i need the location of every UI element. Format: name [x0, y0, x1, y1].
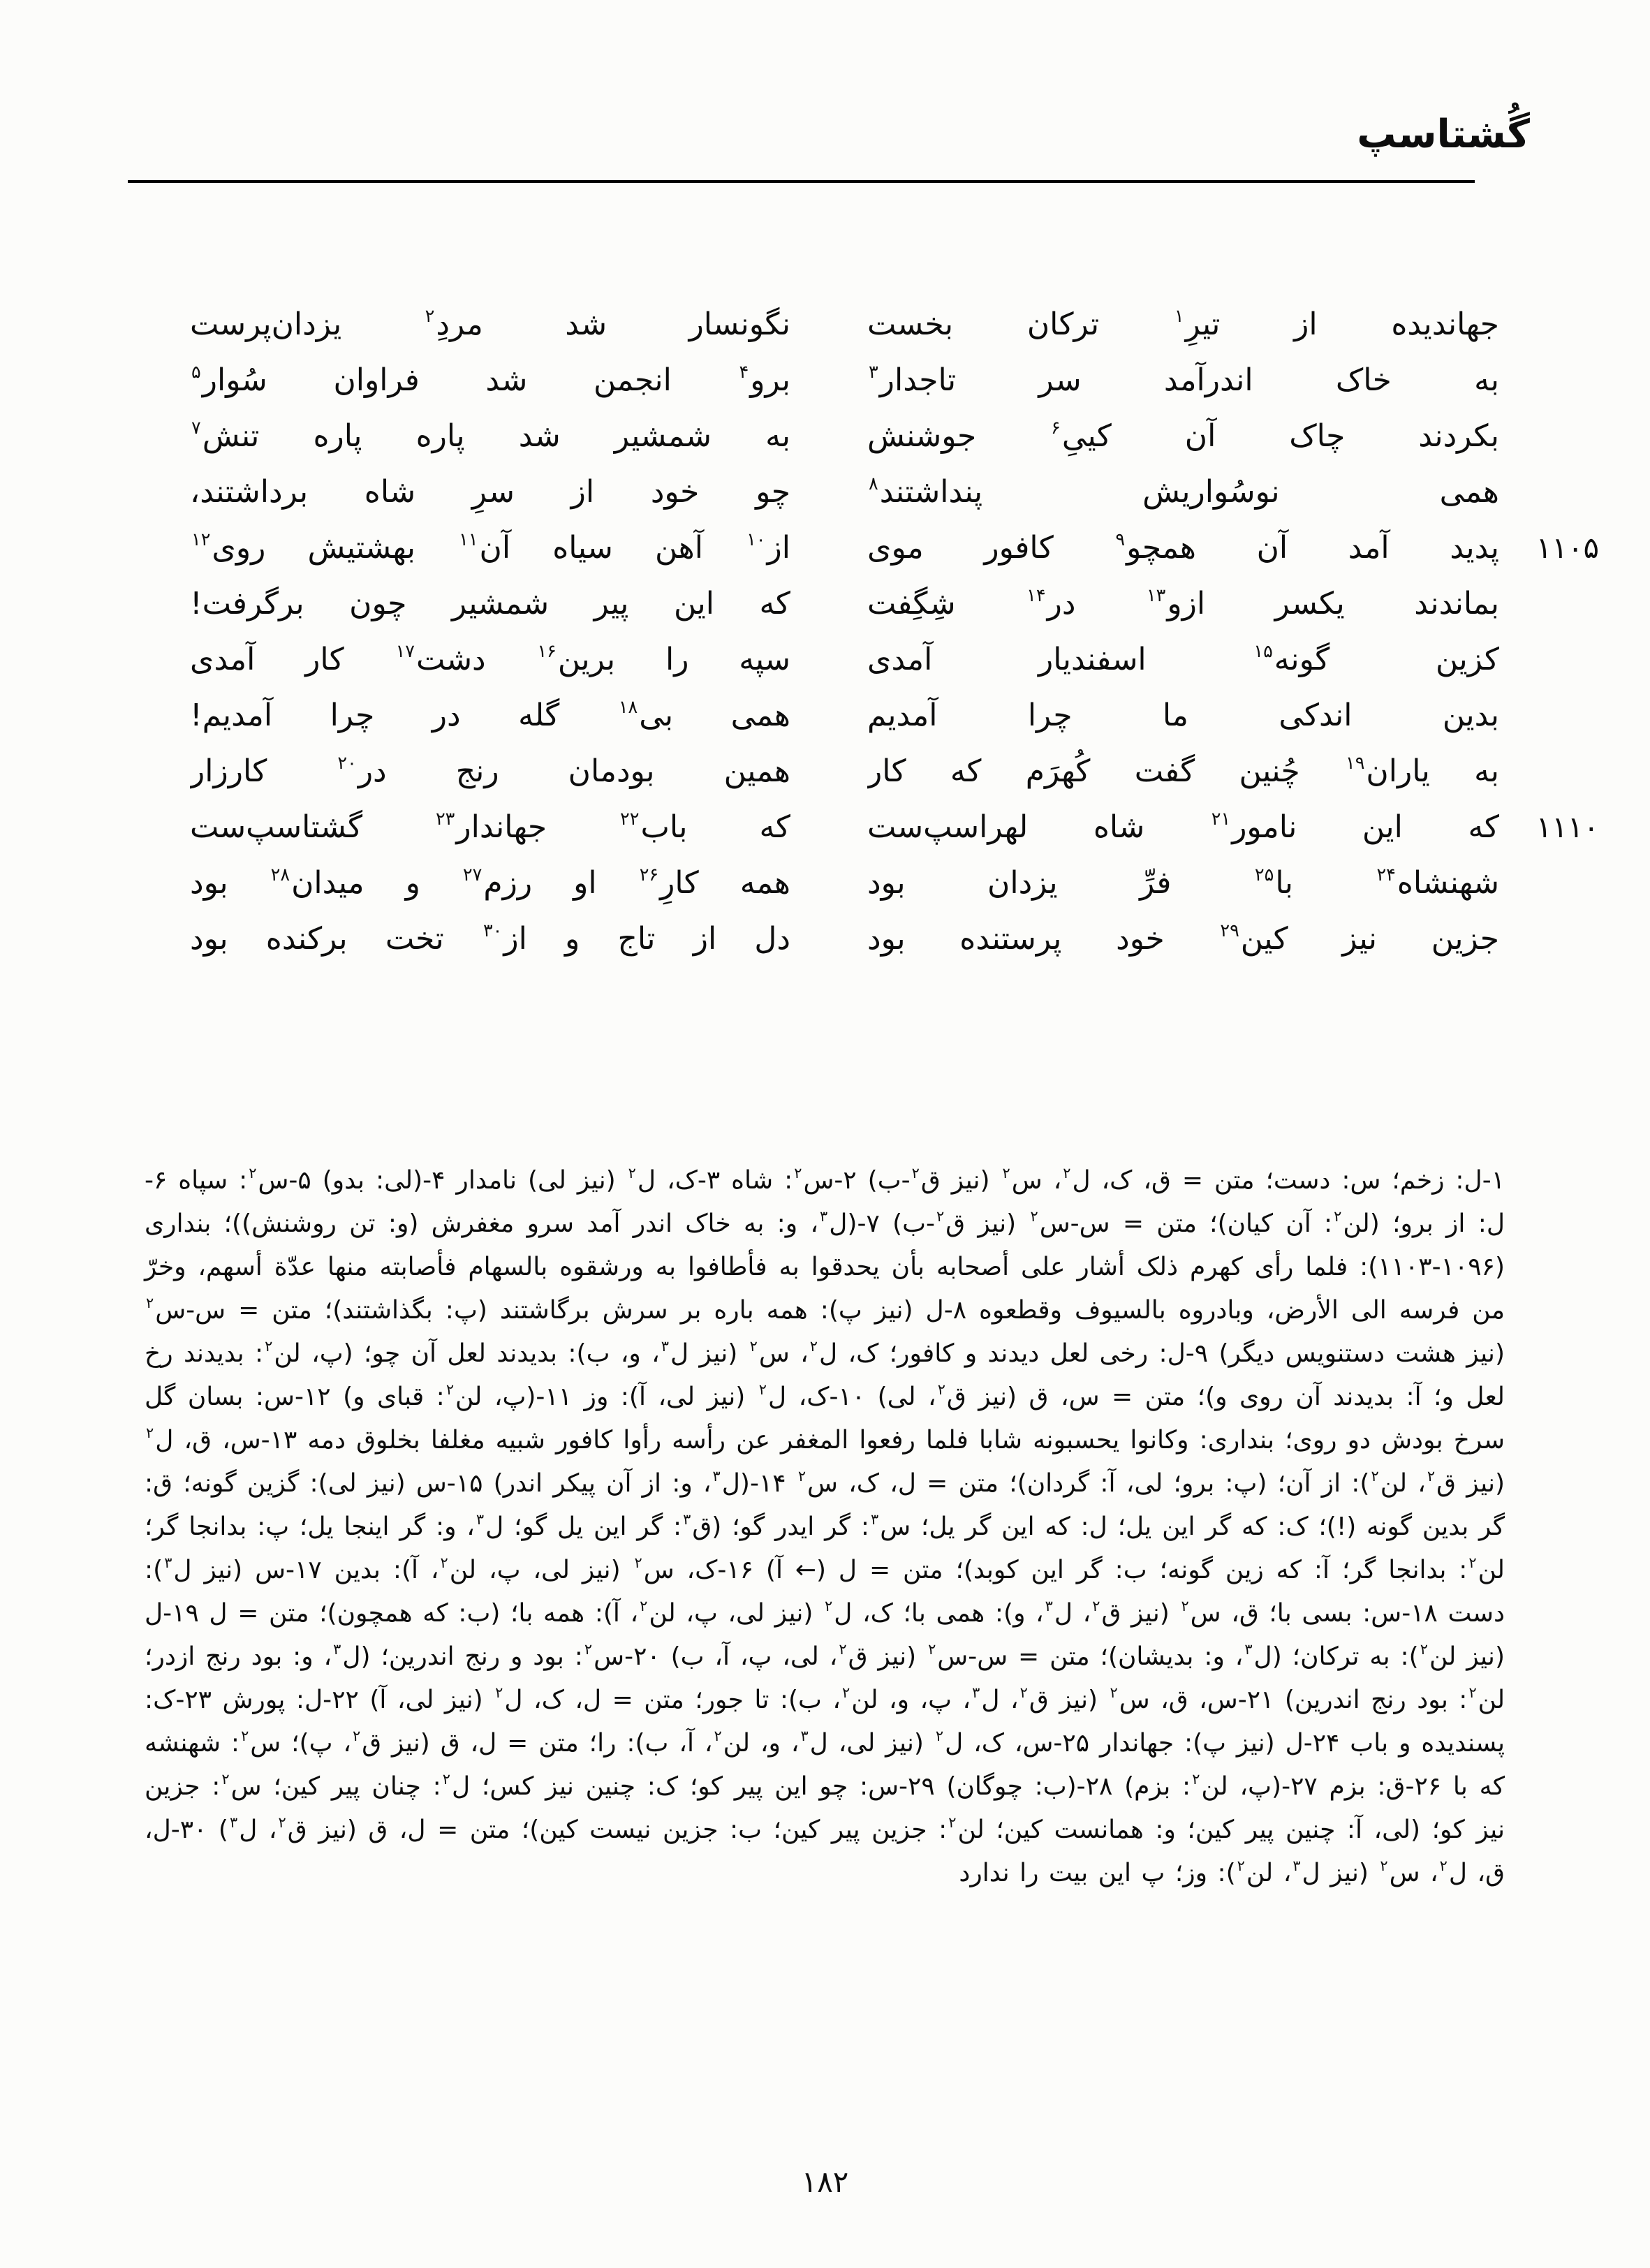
footnote-marker: ۱۹ [1346, 753, 1365, 774]
footnote-marker: ۲ [1181, 1598, 1189, 1614]
verse-number [1510, 498, 1599, 502]
footnote-marker: ۳ [869, 362, 878, 383]
verse-line [190, 299, 1599, 355]
footnote-marker: ۲ [749, 1338, 758, 1355]
footnote-marker: ۱۱ [459, 529, 478, 551]
footnote-marker: ۲۲ [620, 809, 640, 830]
critical-apparatus [145, 1159, 1505, 1895]
footnote-marker: ۲ [440, 1554, 448, 1571]
footnote-marker: ۲ [825, 1598, 833, 1614]
footnote-marker: ۲ [794, 1165, 802, 1181]
footnote-marker: ۲ [839, 1641, 847, 1658]
footnote-marker: ۲ [445, 1381, 455, 1398]
hemistich-right: بماندند یکسر ازو$^{۱۳}$ در$^{۱۴}$ شِگِفت [867, 585, 1499, 621]
verse-line [190, 578, 1599, 634]
footnote-marker: ۲ [1192, 1771, 1200, 1788]
footnote-marker: ۴ [739, 362, 749, 383]
footnote-marker: ۲ [1371, 1468, 1379, 1485]
footnote-marker: ۳ [683, 1511, 691, 1528]
footnote-marker: ۲ [221, 1771, 230, 1788]
hemistich-left: همه کارِ$^{۲۶}$ او رزم$^{۲۷}$ و میدان$^{۲۸}$ بود [190, 864, 790, 901]
hemistich-left: به شمشیر شد پاره پاره تنش$^۷$ [191, 418, 790, 454]
verse-line [190, 522, 1599, 578]
hemistich-left: که این پیر شمشیر چون برگرفت! [190, 586, 790, 621]
verse-number: ۱۱۱۰ [1535, 810, 1599, 844]
footnote-marker: ۳ [972, 1684, 980, 1701]
hemistich-right: جهاندیده از تیرِ$^۱$ ترکان بخست [867, 306, 1499, 342]
page-number: ۱۸۲ [801, 2165, 849, 2199]
footnote-marker: ۳ [712, 1468, 721, 1485]
apparatus-text: ۱-ل: زخم؛ س: دست؛ متن = ق، ک، ل$^۲$، س$^۲$ (نیز ق$^۲$-ب) ۲-س$^۲$: شاه ۳-ک، ل$^۲$ (نیز لی) نامدار ۴-(لی: بدو) ۵-س$^۲$: سپاه ۶-ل: از برو؛ (لن$^۲$: آن کیان)؛ متن = س-س$^۲$ (نیز ق$^۲$-ب) ۷-(ل$^۳$، و: به خاک اندر آمد سرو مغفرش (و: تن روشنش))؛ بنداری (۱۰۹۶-۱۱۰۳): فلما رأی کهرم ذلک أشار علی أصحابه بأن یحدقوا به فأطافوا به ورشقوه بالسهام فأصابته منها عدّة أسهم، وخرّ من فرسه الی الأرض، وبادروه بالسیوف وقطعوه ۸-ل (نیز پ): همه باره بر سرش برگاشتند (پ: بگذاشتند)؛ متن = س-س$^۲$ (نیز هشت دستنویس دیگر) ۹-ل: رخی لعل دیدند و کافور؛ ک، ل$^۲$، س$^۲$ (نیز ل$^۳$، و، ب): بدیدند لعل آن چو؛ (پ، لن$^۲$: بدیدند رخ لعل و؛ آ: بدیدند آن روی و)؛ متن = س، ق (نیز ق$^۲$، لی) ۱۰-ک، ل$^۲$ (نیز لی، آ): وز ۱۱-(پ، لن$^۲$: قبای و) ۱۲-س: بسان گل سرخ بودش دو روی؛ بنداری: وکانوا یحسبونه شابا فلما رفعوا المغفر عن رأسه رأوا کافور شبیه مغلفا بخلوق دمه ۱۳-س، ق، ل$^۲$ (نیز ق$^۲$، لن$^۲$): از آن؛ (پ: برو؛ لی، آ: گردان)؛ متن = ل، ک، س$^۲$ ۱۴-(ل$^۳$، و: از آن پیکر اندر) ۱۵-س (نیز لی): گزین گونه؛ ق: گر بدین گونه (!)؛ ک: که گر این یل؛ ل: که این گر یل؛ س$^۳$: گر ایدر گو؛ (ق$^۳$: گر این یل گو؛ ل$^۳$، و: گر اینجا یل؛ پ: بدانجا گر؛ لن$^۲$: بدانجا گر؛ آ: که زین گونه؛ ب: گر این کوبد)؛ متن = ل (← آ) ۱۶-ک، س$^۲$ (نیز لی، پ، لن$^۲$، آ): بدین ۱۷-س (نیز ل$^۳$): دست ۱۸-س: بسی با؛ ق، س$^۲$ (نیز ق$^۲$، ل$^۳$، و): همی با؛ ک، ل$^۲$ (نیز لی، پ، لن$^۲$، آ): همه با؛ (ب: که همچون)؛ متن = ل ۱۹-ل (نیز لن$^۲$): به ترکان؛ (ل$^۳$، و: بدیشان)؛ متن = س-س$^۲$ (نیز ق$^۲$، لی، پ، آ، ب) ۲۰-س$^۲$: بود و رنج اندرین؛ (ل$^۳$، و: بود رنج ازدر؛ لن$^۲$: بود رنج اندرین) ۲۱-س، ق، س$^۲$ (نیز ق$^۲$، ل$^۳$، پ، و، لن$^۲$، ب): تا جور؛ متن = ل، ک، ل$^۲$ (نیز لی، آ) ۲۲-ل: پورش ۲۳-ک: پسندیده و باب ۲۴-ل (نیز پ): جهاندار ۲۵-س، ک، ل$^۲$ (نیز لی، ل$^۳$، و، لن$^۲$، آ، ب): را؛ متن = ل، ق (نیز ق$^۲$، پ)؛ س$^۲$: شهنشه که با ۲۶-ق: بزم ۲۷-(پ، لن$^۲$: بزم) ۲۸-(ب: چوگان) ۲۹-س: چو این پیر کو؛ ک: چنین نیز کس؛ ل$^۲$: چنان پیر کین؛ س$^۲$: جزین نیز کو؛ (لی، آ: چنین پیر کین؛ و: همانست کین؛ لن$^۲$: جزین پیر کین؛ ب: جزین نیست کین)؛ متن = ل، ق (نیز ق$^۲$، ل$^۳$) ۳۰-ل، ق، ل$^۲$، س$^۲$ (نیز ل$^۳$، لن$^۲$): وز؛ پ این بیت را ندارد [145, 1165, 1505, 1887]
footnote-marker: ۲ [1468, 1684, 1477, 1701]
footnote-marker: ۳ [800, 1728, 809, 1744]
footnote-marker: ۲ [1092, 1598, 1100, 1614]
footnote-marker: ۳ [661, 1338, 669, 1355]
footnote-marker: ۱۳ [1146, 585, 1166, 607]
footnote-marker: ۲۰ [337, 753, 357, 774]
hemistich-right: که این نامور$^{۲۱}$ شاه لهراسپ‌ست [867, 809, 1499, 845]
footnote-marker: ۲ [1237, 1857, 1245, 1874]
verse-line [190, 634, 1599, 690]
footnote-marker: ۸ [869, 473, 878, 495]
footnote-marker: ۲ [714, 1728, 722, 1744]
footnote-marker: ۲ [1439, 1857, 1448, 1874]
footnote-marker: ۹ [1115, 529, 1126, 551]
verse-line [190, 355, 1599, 411]
footnote-marker: ۲ [937, 1381, 945, 1398]
verse-number: ۱۱۰۵ [1535, 531, 1599, 565]
footnote-marker: ۲ [1334, 1208, 1342, 1225]
verse-number [1510, 330, 1599, 334]
footnote-marker: ۳ [1244, 1641, 1253, 1658]
footnote-marker: ۲ [353, 1728, 361, 1744]
hemistich-left: چو خود از سرِ شاه برداشتند، [190, 474, 790, 510]
footnote-marker: ۲ [265, 1338, 273, 1355]
footnote-marker: ۲ [442, 1771, 451, 1788]
footnote-marker: ۲ [146, 1424, 154, 1441]
hemistich-right: همی نوسُواریش پنداشتند$^۸$ [869, 473, 1499, 510]
footnote-marker: ۱ [1174, 306, 1184, 327]
footnote-marker: ۳ [333, 1641, 341, 1658]
footnote-marker: ۳ [1045, 1598, 1053, 1614]
footnote-marker: ۱۴ [1026, 585, 1046, 607]
hemistich-right: پدید آمد آن همچو$^۹$ کافور موی [867, 529, 1499, 566]
footnote-marker: ۳۰ [483, 920, 503, 942]
hemistich-left: همین بودمان رنج در$^{۲۰}$ کارزار [190, 753, 790, 789]
footnote-marker: ۲ [1063, 1165, 1071, 1181]
footnote-marker: ۲ [1002, 1165, 1010, 1181]
footnote-marker: ۷ [191, 418, 201, 439]
hemistich-right: کزین گونه$^{۱۵}$ اسفندیار آمدی [867, 641, 1499, 677]
footnote-marker: ۲ [1019, 1684, 1028, 1701]
verse-number [1510, 889, 1599, 893]
page-title: گُشتاسپ [1357, 112, 1530, 157]
footnote-marker: ۲ [1468, 1554, 1477, 1571]
hemistich-right: بدین اندکی ما چرا آمدیم [867, 698, 1499, 733]
header-divider [128, 180, 1475, 183]
verse-line [190, 690, 1599, 746]
footnote-marker: ۲ [809, 1338, 818, 1355]
footnote-marker: ۲ [797, 1468, 806, 1485]
hemistich-left: برو$^۴$ انجمن شد فراوان سُوار$^۵$ [191, 362, 790, 398]
footnote-marker: ۳ [1292, 1857, 1301, 1874]
footnote-marker: ۲ [241, 1728, 249, 1744]
hemistich-right: به خاک اندرآمد سر تاجدار$^۳$ [869, 362, 1499, 398]
footnote-marker: ۲ [584, 1641, 593, 1658]
footnote-marker: ۲۳ [435, 809, 455, 830]
hemistich-left: همی بی$^{۱۸}$ گله در چرا آمدیم! [190, 697, 790, 733]
footnote-marker: ۲ [911, 1165, 920, 1181]
footnote-marker: ۲ [1030, 1208, 1038, 1225]
verse-number [1510, 665, 1599, 670]
footnote-marker: ۲ [948, 1814, 957, 1831]
footnote-marker: ۲ [758, 1381, 767, 1398]
hemistich-right: به یاران$^{۱۹}$ چُنین گفت کُهرَم که کار [867, 753, 1499, 789]
verse-number [1510, 945, 1599, 949]
footnote-marker: ۲ [928, 1641, 936, 1658]
footnote-marker: ۲ [634, 1554, 642, 1571]
footnote-marker: ۱۵ [1253, 641, 1273, 663]
poem-section [190, 299, 1599, 969]
verse-number [1510, 442, 1599, 446]
footnote-marker: ۲ [1110, 1684, 1118, 1701]
footnote-marker: ۱۰ [746, 529, 766, 551]
footnote-marker: ۲۷ [462, 864, 483, 886]
footnote-marker: ۲ [425, 306, 435, 327]
footnote-marker: ۲ [278, 1814, 286, 1831]
footnote-marker: ۲ [935, 1728, 944, 1744]
footnote-marker: ۲ [640, 1598, 648, 1614]
verse-number [1510, 610, 1599, 614]
hemistich-left: که باب$^{۲۲}$ جهاندار$^{۲۳}$ گشتاسپ‌ست [190, 809, 790, 845]
footnote-marker: ۱۲ [191, 529, 211, 551]
verse-number [1510, 721, 1599, 726]
footnote-marker: ۲ [1420, 1641, 1428, 1658]
footnote-marker: ۲ [936, 1208, 945, 1225]
footnote-marker: ۲۴ [1376, 864, 1396, 886]
hemistich-right: شهنشاه$^{۲۴}$ با$^{۲۵}$ فرِّ یزدان بود [867, 864, 1499, 901]
footnote-marker: ۲ [495, 1684, 503, 1701]
verse-line [190, 746, 1599, 802]
hemistich-left: دل از تاج و از$^{۳۰}$ تخت برکنده بود [190, 920, 790, 957]
footnote-marker: ۲۸ [270, 864, 290, 886]
hemistich-left: از$^{۱۰}$ آهن سیاه آن$^{۱۱}$ بهشتیش روی$^{۱۲}$ [191, 529, 790, 566]
footnote-marker: ۲ [1427, 1468, 1436, 1485]
footnote-marker: ۲۹ [1220, 920, 1239, 942]
footnote-marker: ۲ [146, 1295, 154, 1311]
footnote-marker: ۱۶ [537, 641, 557, 663]
verse-line [190, 857, 1599, 913]
footnote-marker: ۳ [476, 1511, 485, 1528]
footnote-marker: ۲۵ [1254, 864, 1274, 886]
hemistich-left: نگونسار شد مردِ$^۲$ یزدان‌پرست [190, 306, 790, 342]
footnote-marker: ۳ [870, 1511, 879, 1528]
footnote-marker: ۲۶ [639, 864, 659, 886]
hemistich-left: سپه را برین$^{۱۶}$ دشت$^{۱۷}$ کار آمدی [190, 641, 790, 677]
hemistich-right: جزین نیز کین$^{۲۹}$ خود پرستنده بود [867, 920, 1499, 957]
footnote-marker: ۵ [191, 362, 201, 383]
footnote-marker: ۱۷ [395, 641, 415, 663]
verse-number [1510, 386, 1599, 390]
footnote-marker: ۲ [249, 1165, 257, 1181]
footnote-marker: ۳ [820, 1208, 828, 1225]
hemistich-right: بکردند چاک آن کییِ$^۶$ جوشنش [867, 418, 1499, 454]
verse-line [190, 802, 1599, 857]
footnote-marker: ۲ [841, 1684, 850, 1701]
verse-number [1510, 777, 1599, 781]
footnote-marker: ۶ [1051, 418, 1061, 439]
footnote-marker: ۳ [229, 1814, 238, 1831]
footnote-marker: ۲ [1380, 1857, 1388, 1874]
footnote-marker: ۲۱ [1211, 809, 1231, 830]
verse-line [190, 913, 1599, 969]
footnote-marker: ۱۸ [618, 697, 638, 719]
footnote-marker: ۳ [164, 1554, 172, 1571]
verse-line [190, 411, 1599, 466]
verse-line [190, 466, 1599, 522]
footnote-marker: ۲ [628, 1165, 636, 1181]
